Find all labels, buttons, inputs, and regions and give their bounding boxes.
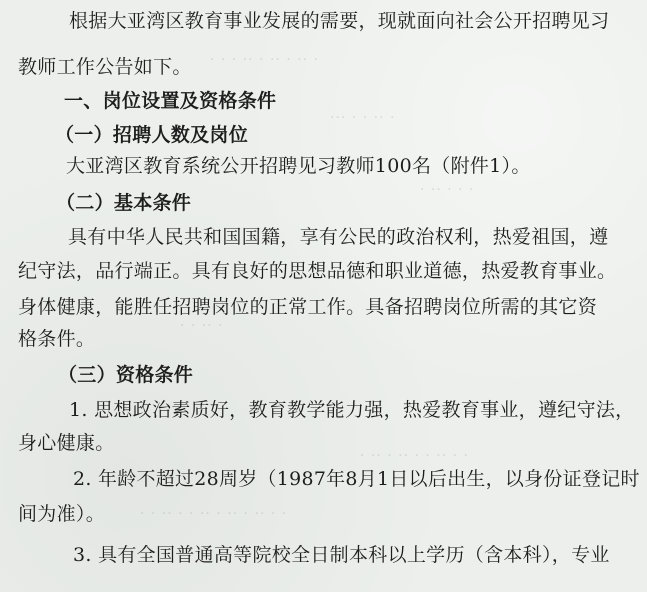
list-item-line: 身心健康。 — [18, 432, 115, 454]
subsection-heading: （三）资格条件 — [58, 364, 194, 386]
subsection-heading: （一）招聘人数及岗位 — [55, 124, 249, 146]
body-paragraph-line: 教师工作公告如下。 — [18, 56, 192, 78]
list-item-line: 1. 思想政治素质好，教育教学能力强，热爱教育事业，遵纪守法， — [69, 399, 635, 421]
list-item-line: 3. 具有全国普通高等院校全日制本科以上学历（含本科），专业 — [73, 544, 610, 566]
subsection-heading: （二）基本条件 — [56, 192, 192, 214]
bleed-through-texture: · ·· · ·· · · ·· · · — [360, 448, 470, 464]
bleed-through-texture: · · ·· · — [180, 318, 224, 334]
body-paragraph-line: 根据大亚湾区教育事业发展的需要，现就面向社会公开招聘见习 — [69, 10, 610, 32]
bleed-through-texture: ··· · · ·· · — [330, 110, 396, 126]
list-item-line: 2. 年龄不超过28周岁（1987年8月1日以后出生，以身份证登记时 — [73, 468, 640, 490]
list-item-line: 间为准）。 — [18, 503, 106, 525]
section-heading: 一、岗位设置及资格条件 — [64, 90, 277, 112]
body-paragraph-line: 大亚湾区教育系统公开招聘见习教师100名（附件1）。 — [66, 155, 531, 177]
bleed-through-texture: · · · ·· · ·· · ·· · — [210, 52, 320, 68]
body-paragraph-line: 格条件。 — [18, 328, 96, 350]
body-paragraph-line: 具有中华人民共和国国籍，享有公民的政治权利，热爱祖国，遵 — [68, 226, 609, 248]
body-paragraph-line: 纪守法，品行端正。具有良好的思想品德和职业道德，热爱教育事业。 — [18, 260, 617, 282]
bleed-through-texture: · · ·· · · ·· · ·· · ·· · · — [140, 506, 288, 522]
body-paragraph-line: 身体健康，能胜任招聘岗位的正常工作。具备招聘岗位所需的其它资 — [18, 296, 598, 318]
bleed-through-texture: · ·· · · · — [420, 182, 475, 198]
